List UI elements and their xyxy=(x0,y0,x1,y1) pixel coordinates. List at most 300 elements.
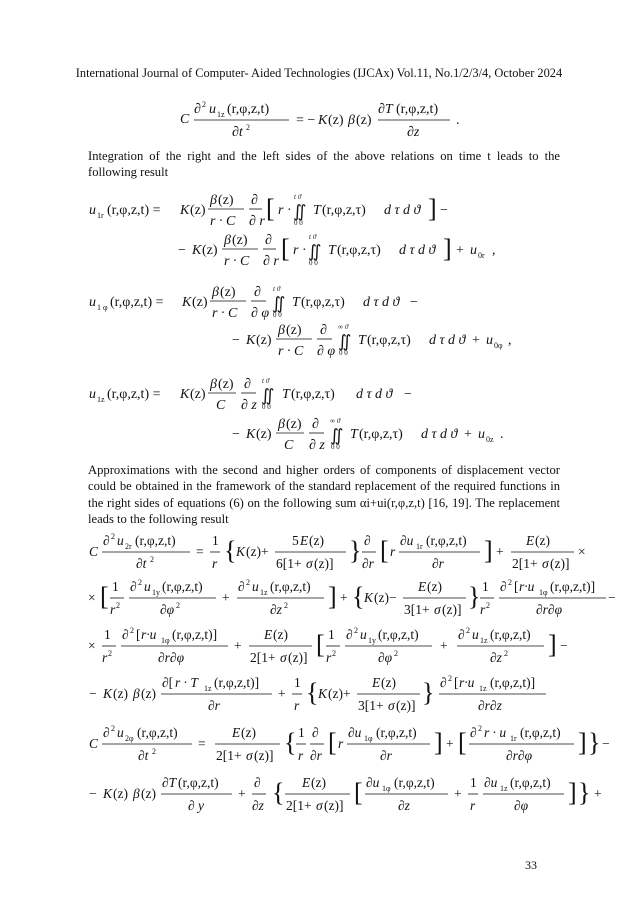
svg-text:[: [ xyxy=(514,579,519,594)
paragraph-integration: Integration of the right and the left sides of the above relations on time t leads to the following result xyxy=(88,149,560,180)
svg-text:[: [ xyxy=(458,728,467,757)
svg-text:= −: = − xyxy=(296,113,316,128)
svg-text:(z): (z) xyxy=(427,579,442,594)
svg-text:u: u xyxy=(472,627,479,642)
svg-text:+: + xyxy=(234,638,242,653)
svg-text:t ϑ: t ϑ xyxy=(294,193,302,201)
svg-text:K: K xyxy=(180,387,190,402)
svg-text:]: ] xyxy=(434,728,443,757)
svg-text:r · T: r · T xyxy=(175,675,198,690)
svg-text:∂T: ∂T xyxy=(378,102,393,117)
svg-text:[: [ xyxy=(316,630,325,659)
svg-text:β: β xyxy=(210,377,217,392)
svg-text:1: 1 xyxy=(328,627,335,642)
svg-text:(z): (z) xyxy=(141,786,156,801)
svg-text:∂z: ∂z xyxy=(407,125,420,140)
svg-text:C: C xyxy=(89,736,99,751)
svg-text:{: { xyxy=(272,778,285,807)
svg-text:3[1+: 3[1+ xyxy=(358,698,384,713)
svg-text:(z): (z) xyxy=(256,333,272,348)
svg-text:−: − xyxy=(232,427,240,442)
svg-text:[: [ xyxy=(380,536,389,565)
svg-text:u: u xyxy=(89,295,96,310)
svg-text:·: · xyxy=(287,203,292,218)
svg-text:+: + xyxy=(446,736,454,751)
svg-text:K: K xyxy=(182,295,192,310)
svg-text:5: 5 xyxy=(292,533,299,548)
svg-text:u: u xyxy=(89,203,96,218)
svg-text:(z): (z) xyxy=(309,533,324,548)
svg-text:0 0: 0 0 xyxy=(331,443,340,451)
svg-text:[: [ xyxy=(136,627,141,642)
svg-text:(z)]: (z)] xyxy=(324,798,344,813)
svg-text:u: u xyxy=(209,102,216,117)
svg-text:(r,φ,z,τ): (r,φ,z,τ) xyxy=(359,427,403,442)
svg-text:(z): (z) xyxy=(328,113,344,128)
svg-text:(z): (z) xyxy=(381,675,396,690)
svg-text:∂z: ∂z xyxy=(270,602,282,617)
svg-text:(z)]: (z)] xyxy=(314,556,334,571)
svg-text:−: − xyxy=(608,590,616,605)
svg-text:(z): (z) xyxy=(356,113,372,128)
svg-text:σ: σ xyxy=(388,698,395,713)
svg-text:β: β xyxy=(278,323,285,338)
svg-text:(z): (z) xyxy=(535,533,550,548)
svg-text:(r,φ,z,t)]: (r,φ,z,t)] xyxy=(550,579,596,594)
svg-text:r: r xyxy=(390,544,396,559)
svg-text:−: − xyxy=(440,203,448,218)
svg-text:(z): (z) xyxy=(218,377,234,392)
svg-text:1: 1 xyxy=(212,533,219,548)
svg-text:∂: ∂ xyxy=(103,725,110,740)
svg-text:T: T xyxy=(350,427,358,442)
svg-text:×: × xyxy=(578,544,586,559)
svg-text:(z): (z) xyxy=(220,285,236,300)
svg-text:×: × xyxy=(88,590,96,605)
svg-text:(r,φ,z,τ): (r,φ,z,τ) xyxy=(291,387,335,402)
svg-text:(r,φ,z,t)]: (r,φ,z,t)] xyxy=(172,627,218,642)
svg-text:∞ ϑ: ∞ ϑ xyxy=(338,323,349,331)
svg-text:u: u xyxy=(89,387,96,402)
svg-text:2: 2 xyxy=(478,724,482,733)
svg-text:+: + xyxy=(238,786,246,801)
svg-text:(z): (z) xyxy=(190,387,206,402)
svg-text:∂r: ∂r xyxy=(310,748,322,763)
svg-text:(r,φ,z,t)]: (r,φ,z,t)] xyxy=(214,675,260,690)
svg-text:β: β xyxy=(224,233,231,248)
svg-text:∂ z: ∂ z xyxy=(241,398,257,413)
svg-text:t ϑ: t ϑ xyxy=(273,285,281,293)
svg-text:u: u xyxy=(117,533,124,548)
svg-text:∂r: ∂r xyxy=(208,698,220,713)
svg-text:1y: 1y xyxy=(152,588,160,597)
svg-text:∂: ∂ xyxy=(312,725,319,740)
svg-text:r: r xyxy=(298,748,304,763)
svg-text:C: C xyxy=(284,438,294,453)
svg-text:(r,φ,z,t) =: (r,φ,z,t) = xyxy=(110,295,164,310)
svg-text:C: C xyxy=(180,112,190,127)
svg-text:−: − xyxy=(404,387,412,402)
svg-text:(z): (z) xyxy=(113,786,128,801)
svg-text:∬: ∬ xyxy=(293,202,307,221)
svg-text:[: [ xyxy=(454,675,459,690)
svg-text:{: { xyxy=(284,728,297,757)
equation-e2 xyxy=(0,228,638,270)
svg-text:]: ] xyxy=(568,778,577,807)
svg-text:d τ d ϑ: d τ d ϑ xyxy=(356,387,393,402)
svg-text:[: [ xyxy=(266,194,275,223)
svg-text:1: 1 xyxy=(298,725,305,740)
svg-text:∂u: ∂u xyxy=(348,725,362,740)
svg-text:t ϑ: t ϑ xyxy=(309,233,317,241)
svg-text:(z): (z) xyxy=(113,686,128,701)
svg-text:2: 2 xyxy=(202,100,206,109)
svg-text:T: T xyxy=(292,295,300,310)
svg-text:C: C xyxy=(89,544,99,559)
svg-text:(z): (z) xyxy=(202,243,218,258)
equation-e1 xyxy=(0,188,638,230)
svg-text:∂φ: ∂φ xyxy=(378,650,393,665)
svg-text:}: } xyxy=(349,536,362,565)
equation-e5 xyxy=(0,372,638,414)
svg-text:∂u: ∂u xyxy=(366,775,380,790)
svg-text:2: 2 xyxy=(448,674,452,683)
svg-text:1: 1 xyxy=(112,579,119,594)
svg-text:d τ d ϑ: d τ d ϑ xyxy=(399,243,436,258)
svg-text:β: β xyxy=(212,285,219,300)
svg-text:2r: 2r xyxy=(125,542,132,551)
svg-text:(r,φ,z,t): (r,φ,z,t) xyxy=(162,579,203,594)
svg-text:(z): (z) xyxy=(241,725,256,740)
svg-text:]: ] xyxy=(548,630,557,659)
svg-text:(r,φ,z,t): (r,φ,z,t) xyxy=(510,775,551,790)
svg-text:(z)−: (z)− xyxy=(374,590,397,605)
svg-text:r·u: r·u xyxy=(141,627,157,642)
svg-text:u: u xyxy=(117,725,124,740)
svg-text:(z): (z) xyxy=(256,427,272,442)
svg-text:u: u xyxy=(360,627,367,642)
svg-text:(z)+: (z)+ xyxy=(328,686,351,701)
svg-text:2: 2 xyxy=(116,601,120,610)
svg-text:−: − xyxy=(89,786,97,801)
svg-text:6[1+: 6[1+ xyxy=(276,556,302,571)
svg-text:2: 2 xyxy=(130,626,134,635)
svg-text:2: 2 xyxy=(108,649,112,658)
svg-text:0 0: 0 0 xyxy=(339,349,348,357)
svg-text:+: + xyxy=(222,590,230,605)
svg-text:r: r xyxy=(293,243,299,258)
svg-text:∂t: ∂t xyxy=(232,125,243,140)
svg-text:K: K xyxy=(103,686,113,701)
svg-text:]: ] xyxy=(443,234,452,263)
svg-text:∂: ∂ xyxy=(500,579,507,594)
svg-text:d τ d ϑ: d τ d ϑ xyxy=(384,203,421,218)
svg-text:2[1+: 2[1+ xyxy=(216,748,242,763)
svg-text:1z: 1z xyxy=(480,636,488,645)
svg-text:E: E xyxy=(418,579,427,594)
svg-text:∂: ∂ xyxy=(458,627,465,642)
svg-text:(r,φ,z,t): (r,φ,z,t) xyxy=(394,775,435,790)
svg-text:∂: ∂ xyxy=(254,775,261,790)
svg-text:C: C xyxy=(216,398,226,413)
svg-text:∂r: ∂r xyxy=(432,556,444,571)
svg-text:r: r xyxy=(338,736,344,751)
svg-text:∂[: ∂[ xyxy=(162,675,174,690)
svg-text:r · C: r · C xyxy=(210,214,236,229)
svg-text:.: . xyxy=(500,427,504,442)
svg-text:]: ] xyxy=(328,582,337,611)
svg-text:(z)]: (z)] xyxy=(254,748,274,763)
svg-text:(r,φ,z,t): (r,φ,z,t) xyxy=(137,725,178,740)
svg-text:∂ φ: ∂ φ xyxy=(251,306,270,321)
svg-text:β: β xyxy=(133,686,140,701)
svg-text:2[1+: 2[1+ xyxy=(286,798,312,813)
page-number: 33 xyxy=(525,858,537,872)
svg-text:d τ d ϑ: d τ d ϑ xyxy=(363,295,400,310)
svg-text:∂u: ∂u xyxy=(400,533,414,548)
svg-text:2φ: 2φ xyxy=(125,734,134,743)
equation-e8 xyxy=(0,574,638,620)
svg-text:(z): (z) xyxy=(190,203,206,218)
svg-text:(r,φ,z,t): (r,φ,z,t) xyxy=(378,627,419,642)
svg-text:(r,φ,z,t): (r,φ,z,t) xyxy=(178,775,219,790)
svg-text:∂ φ: ∂ φ xyxy=(317,344,336,359)
svg-text:(z)+: (z)+ xyxy=(246,544,269,559)
svg-text:1z: 1z xyxy=(479,684,487,693)
svg-text:K: K xyxy=(364,590,374,605)
svg-text:=: = xyxy=(198,736,206,751)
svg-text:1: 1 xyxy=(294,675,301,690)
svg-text:r: r xyxy=(278,203,284,218)
svg-text:∬: ∬ xyxy=(261,386,275,405)
svg-text:t ϑ: t ϑ xyxy=(262,377,270,385)
svg-text:2: 2 xyxy=(150,555,154,564)
svg-text:∂r: ∂r xyxy=(362,556,374,571)
svg-text:1 φ: 1 φ xyxy=(97,303,108,312)
svg-text:(z)]: (z)] xyxy=(442,602,462,617)
svg-text:∬: ∬ xyxy=(272,294,286,313)
svg-text:2: 2 xyxy=(111,532,115,541)
svg-text:K: K xyxy=(246,427,256,442)
svg-text:(r,φ,z,τ): (r,φ,z,τ) xyxy=(301,295,345,310)
svg-text:∂ y: ∂ y xyxy=(188,798,205,813)
svg-text:1z: 1z xyxy=(217,110,225,119)
svg-text:1φ: 1φ xyxy=(382,784,391,793)
svg-text:(r,φ,z,t): (r,φ,z,t) xyxy=(270,579,311,594)
svg-text:d τ d ϑ: d τ d ϑ xyxy=(421,427,458,442)
svg-text:(z): (z) xyxy=(232,233,248,248)
svg-text:∂u: ∂u xyxy=(484,775,498,790)
svg-text:T: T xyxy=(328,243,336,258)
svg-text:+: + xyxy=(440,638,448,653)
svg-text:0 0: 0 0 xyxy=(273,311,282,319)
svg-text:1z: 1z xyxy=(500,784,508,793)
svg-text:+: + xyxy=(472,333,480,348)
svg-text:∂r∂φ: ∂r∂φ xyxy=(506,748,533,763)
svg-text:,: , xyxy=(492,243,496,258)
svg-text:[: [ xyxy=(328,728,337,757)
svg-text:−: − xyxy=(560,638,568,653)
svg-text:2: 2 xyxy=(284,601,288,610)
svg-text:σ: σ xyxy=(306,556,313,571)
svg-text:r: r xyxy=(470,798,476,813)
svg-text:]: ] xyxy=(484,536,493,565)
svg-text:u: u xyxy=(144,579,151,594)
svg-text:(z)]: (z)] xyxy=(288,650,308,665)
svg-text:3[1+: 3[1+ xyxy=(404,602,430,617)
svg-text:(z): (z) xyxy=(273,627,288,642)
svg-text:−: − xyxy=(232,333,240,348)
svg-text:β: β xyxy=(278,417,285,432)
svg-text:T: T xyxy=(313,203,321,218)
svg-text:∂: ∂ xyxy=(470,725,477,740)
svg-text:r: r xyxy=(212,556,218,571)
paragraph-approximations: Approximations with the second and higher orders of components of displacement vector could be obtained in the framework of the standard replacement of the required functions in the right sides of equations (6) on the following sum αi+ui(r,φ,z,t) [16, 19]. The replacement leads to the following result xyxy=(88,463,560,527)
svg-text:∂: ∂ xyxy=(103,533,110,548)
svg-text:∂z: ∂z xyxy=(252,798,264,813)
svg-text:r: r xyxy=(294,698,300,713)
svg-text:σ: σ xyxy=(246,748,253,763)
svg-text:r · C: r · C xyxy=(212,306,238,321)
svg-text:r · C: r · C xyxy=(224,254,250,269)
svg-text:}: } xyxy=(422,678,435,707)
svg-text:∬: ∬ xyxy=(338,332,352,351)
svg-text:×: × xyxy=(88,638,96,653)
svg-text:β: β xyxy=(133,786,140,801)
svg-text:(r,φ,z,t): (r,φ,z,t) xyxy=(520,725,561,740)
svg-text:T: T xyxy=(358,333,366,348)
svg-text:K: K xyxy=(103,786,113,801)
svg-text:1φ: 1φ xyxy=(539,588,548,597)
svg-text:∂r∂φ: ∂r∂φ xyxy=(536,602,563,617)
svg-text:∂: ∂ xyxy=(130,579,137,594)
svg-text:∂z: ∂z xyxy=(398,798,410,813)
svg-text:r · u: r · u xyxy=(484,725,507,740)
svg-text:∂φ: ∂φ xyxy=(160,602,175,617)
svg-text:2: 2 xyxy=(246,578,250,587)
svg-text:{: { xyxy=(306,678,319,707)
svg-text:E: E xyxy=(264,627,273,642)
equation-e0 xyxy=(0,96,638,140)
svg-text:r: r xyxy=(110,602,116,617)
svg-text:.: . xyxy=(456,113,460,128)
svg-text:1y: 1y xyxy=(368,636,376,645)
svg-text:(z): (z) xyxy=(311,775,326,790)
svg-text:∂: ∂ xyxy=(251,193,258,208)
svg-text:−: − xyxy=(602,736,610,751)
svg-text:∂t: ∂t xyxy=(138,748,149,763)
svg-text:1z: 1z xyxy=(97,395,105,404)
equation-e11 xyxy=(0,720,638,766)
equation-e3 xyxy=(0,280,638,322)
svg-text:∂r∂z: ∂r∂z xyxy=(478,698,502,713)
equation-e7 xyxy=(0,528,638,574)
svg-text:(r,φ,z,t): (r,φ,z,t) xyxy=(490,627,531,642)
svg-text:2: 2 xyxy=(504,649,508,658)
svg-text:2: 2 xyxy=(176,601,180,610)
svg-text:(z)]: (z)] xyxy=(550,556,570,571)
svg-text:+: + xyxy=(278,686,286,701)
svg-text:r·u: r·u xyxy=(519,579,535,594)
svg-text:}: } xyxy=(468,582,481,611)
svg-text:σ: σ xyxy=(434,602,441,617)
svg-text:r: r xyxy=(480,602,486,617)
svg-text:1φ: 1φ xyxy=(364,734,373,743)
svg-text:(z): (z) xyxy=(286,323,302,338)
svg-text:(r,φ,z,τ): (r,φ,z,τ) xyxy=(337,243,381,258)
svg-text:0φ: 0φ xyxy=(494,341,503,350)
equation-e9 xyxy=(0,622,638,668)
svg-text:2: 2 xyxy=(466,626,470,635)
svg-text:,: , xyxy=(508,333,512,348)
svg-text:+: + xyxy=(454,786,462,801)
equation-e12 xyxy=(0,770,638,818)
svg-text:u: u xyxy=(486,333,493,348)
svg-text:2: 2 xyxy=(152,747,156,756)
svg-text:1z: 1z xyxy=(260,588,268,597)
svg-text:∂ r: ∂ r xyxy=(263,254,279,269)
svg-text:E: E xyxy=(300,533,309,548)
svg-text:+: + xyxy=(594,786,602,801)
svg-text:0 0: 0 0 xyxy=(309,259,318,267)
svg-text:(r,φ,z,t): (r,φ,z,t) xyxy=(135,533,176,548)
svg-text:u: u xyxy=(252,579,259,594)
svg-text:−: − xyxy=(410,295,418,310)
svg-text:(r,φ,z,τ): (r,φ,z,τ) xyxy=(322,203,366,218)
svg-text:+: + xyxy=(456,243,464,258)
equation-e4 xyxy=(0,318,638,360)
svg-text:1r: 1r xyxy=(97,211,104,220)
svg-text:2: 2 xyxy=(111,724,115,733)
svg-text:·: · xyxy=(302,243,307,258)
svg-text:r·u: r·u xyxy=(459,675,475,690)
svg-text:=: = xyxy=(196,544,204,559)
svg-text:2: 2 xyxy=(138,578,142,587)
svg-text:[: [ xyxy=(100,582,109,611)
svg-text:(r,φ,z,t)]: (r,φ,z,t)] xyxy=(490,675,536,690)
svg-text:+: + xyxy=(464,427,472,442)
svg-text:1z: 1z xyxy=(204,684,212,693)
svg-text:∂: ∂ xyxy=(346,627,353,642)
svg-text:2: 2 xyxy=(486,601,490,610)
svg-text:0 0: 0 0 xyxy=(262,403,271,411)
svg-text:(z)]: (z)] xyxy=(396,698,416,713)
svg-text:[: [ xyxy=(354,778,363,807)
svg-text:r · C: r · C xyxy=(278,344,304,359)
svg-text:∂: ∂ xyxy=(265,233,272,248)
svg-text:(z): (z) xyxy=(192,295,208,310)
svg-text:∂: ∂ xyxy=(194,102,201,117)
svg-text:E: E xyxy=(372,675,381,690)
svg-text:(r,φ,z,t): (r,φ,z,t) xyxy=(396,102,439,117)
svg-text:1: 1 xyxy=(470,775,477,790)
svg-text:2: 2 xyxy=(394,649,398,658)
svg-text:T: T xyxy=(282,387,290,402)
svg-text:u: u xyxy=(470,243,477,258)
svg-text:}: } xyxy=(588,728,601,757)
svg-text:∂ z: ∂ z xyxy=(309,438,325,453)
svg-text:}: } xyxy=(578,778,591,807)
svg-text:E: E xyxy=(302,775,311,790)
svg-text:1φ: 1φ xyxy=(161,636,170,645)
svg-text:(r,φ,z,t): (r,φ,z,t) xyxy=(376,725,417,740)
svg-text:∂: ∂ xyxy=(254,285,261,300)
svg-text:2: 2 xyxy=(332,649,336,658)
svg-text:0r: 0r xyxy=(478,251,485,260)
svg-text:E: E xyxy=(232,725,241,740)
equation-e10 xyxy=(0,670,638,716)
svg-text:1: 1 xyxy=(104,627,111,642)
